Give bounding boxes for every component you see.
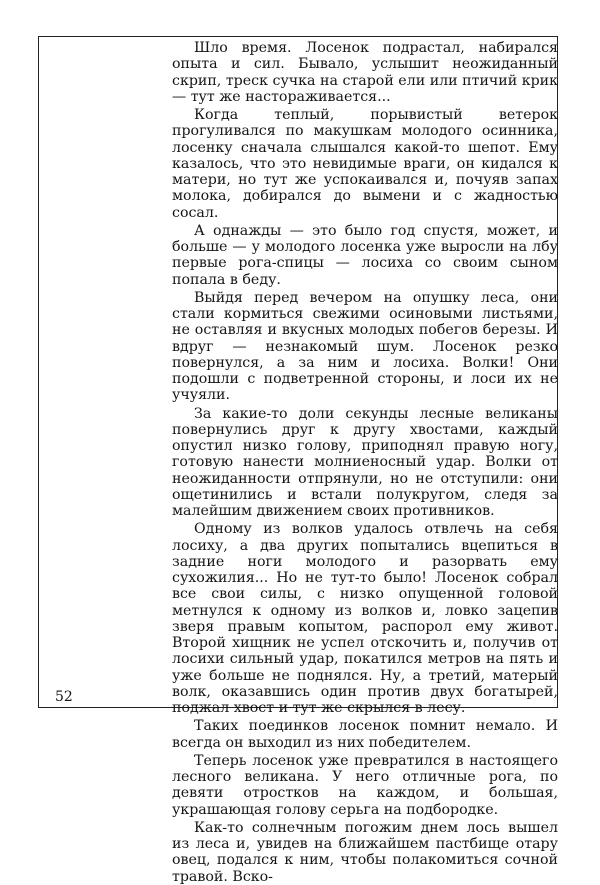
paragraph: Теперь лосенок уже превратился в настоящего лесного великана. У него отличные рога, по девяти отростков на каждом, и большая, украшающая голову серьга на подбородке. — [172, 752, 558, 818]
paragraph: Как-то солнечным погожим днем лось вышел из леса и, увидев на ближайшем пастбище отару овец, подался к ним, чтобы полакомиться сочной травой. Вско- — [172, 819, 558, 885]
paragraph: Выйдя перед вечером на опушку леса, они стали кормиться свежими осиновыми листьями, не оставляя и вкусных молодых побегов березы. И вдруг — незнакомый шум. Лосенок резко повернулся, а за ним и лосиха. Волки! Они подошли с подветренной стороны, и лоси их не учуяли. — [172, 289, 558, 404]
paragraph: Одному из волков удалось отвлечь на себя лосиху, а два других попытались вцепиться в задние ноги молодого и разорвать ему сухожилия... Но не тут-то было! Лосенок собрал все свои силы, с низко опущенной головой метнулся к одному из волков и, ловко зацепив зверя правым копытом, распорол ему живот. Второй хищник не успел отскочить и, получив от лосихи сильный удар, покатился метров на пять и уже больше не поднялся. Ну, а третий, матерый волк, оказавшись один против двух богатырей, поджал хвост и тут же скрылся в лесу. — [172, 521, 558, 716]
page-number: 52 — [55, 689, 73, 705]
text-column — [172, 40, 558, 885]
paragraph: Когда теплый, порывистый ветерок прогуливался по макушкам молодого осинника, лосенку сначала слышался какой-то шепот. Ему казалось, что это невидимые враги, он кидался к матери, но тут же успокаивался и, почуяв запах молока, добирался до вымени и с жадностью сосал. — [172, 107, 558, 221]
paragraph: А однажды — это было год спустя, может, и больше — у молодого лосенка уже выросли на лбу первые рога-спицы — лосиха со своим сыном попала в беду. — [172, 222, 558, 288]
paragraph: За какие-то доли секунды лесные великаны повернулись друг к другу хвостами, каждый опустил низко голову, приподнял правую ногу, готовую нанести молниеносный удар. Волки от неожиданности отпрянули, но не отступили: они ощетинились и встали полукругом, следя за малейшим движением своих противников. — [172, 405, 558, 519]
paragraph: Таких поединков лосенок помнит немало. И всегда он выходил из них победителем. — [172, 718, 558, 751]
paragraph: Шло время. Лосенок подрастал, набирался опыта и сил. Бывало, услышит неожиданный скрип, треск сучка на старой ели или птичий крик — тут же настораживается... — [172, 40, 558, 105]
